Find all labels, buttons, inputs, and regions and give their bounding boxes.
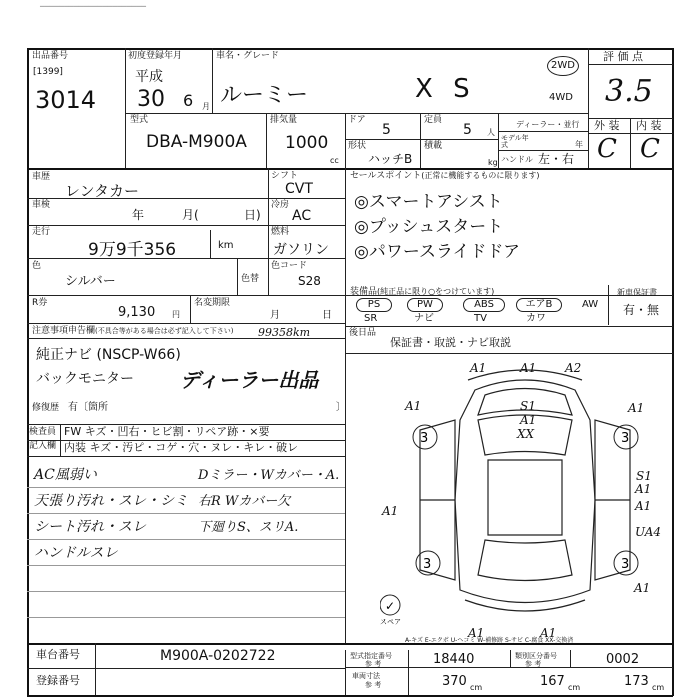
model-code-label: 型式 [130, 115, 149, 125]
wheel-fl-label: 3 [420, 431, 429, 446]
shift-label: シフト [271, 171, 299, 181]
inspection-day: 日) [244, 208, 261, 222]
equip-navi: ナビ [414, 313, 434, 324]
mark-right-a1a: A1 [635, 482, 652, 496]
hw-right-1: Dミラー・Wカバー・A. [198, 468, 340, 483]
mark-right-s1: S1 [636, 469, 652, 483]
doors-value: 5 [382, 122, 391, 138]
body-shape-label: 形状 [348, 141, 367, 151]
history-value: レンタカー [65, 182, 140, 200]
mark-front-center: A1 [520, 361, 537, 375]
dims-length-unit: cm [470, 683, 483, 692]
inspector-label-1: 検査員 [29, 427, 57, 437]
top-hint: ────────────────────── [40, 2, 146, 11]
wheel-rl-label: 3 [423, 557, 432, 572]
equip-abs: ABS [463, 298, 505, 312]
equip-airbag: エアB [516, 298, 562, 312]
mark-left-mirror: A1 [405, 399, 422, 413]
shift-value: CVT [285, 181, 313, 197]
wheel-fr-label: 3 [621, 431, 630, 446]
equipment-note: (純正品に限り○をつけています) [377, 287, 495, 296]
wheel-rr-label: 3 [621, 557, 630, 572]
color-value: シルバー [65, 274, 116, 289]
first-reg-month: 6 [183, 91, 194, 110]
inspector-row-1: FW キズ・凹右・ヒビ割・リペア跡・×要 [64, 425, 270, 438]
interior-grade: C [640, 134, 660, 164]
doors-label: ドア [348, 115, 366, 125]
ac-label: 冷房 [271, 200, 290, 210]
car-damage-diagram [380, 360, 670, 645]
dealer-label: ディーラー・並行 [516, 120, 580, 129]
first-reg-label: 初度登録年月 [128, 51, 183, 61]
equip-tv: TV [474, 313, 487, 324]
equip-leather: カワ [526, 313, 546, 324]
repair-label: 修復歴 [32, 403, 60, 413]
notes-label [32, 326, 233, 336]
equip-pw: PW [407, 298, 443, 312]
model-name: ルーミー [220, 83, 309, 108]
equip-sr: SR [364, 313, 378, 324]
lot-label: 出品番号 [32, 51, 69, 61]
mark-hood-a1: A1 [520, 413, 537, 427]
first-reg-month-unit: 月 [202, 102, 210, 111]
mark-right-a1b: A1 [635, 499, 652, 513]
mark-right-mirror: A1 [628, 401, 645, 415]
repair-value: 有〔箇所 [68, 402, 108, 413]
rear-bumper [465, 600, 585, 611]
accessories-value: 保証書・取説・ナビ取説 [390, 336, 511, 349]
mark-hood-s1: S1 [520, 399, 536, 413]
sales-points-note: (正常に機能するものに限ります) [421, 171, 540, 180]
spare-label: スペア [380, 618, 401, 626]
type-cert-sub: 参 考 [365, 660, 382, 668]
sales-point-1: ◎スマートアシスト [354, 192, 503, 212]
inspection-label: 車検 [32, 200, 51, 210]
exterior-label: 外 装 [594, 119, 620, 132]
mark-rear-center: A1 [540, 626, 557, 640]
new-car-warranty-label: 新車保証書 [617, 288, 657, 297]
notes-title: 注意事項申告欄 [32, 326, 96, 336]
capacity-unit: 人 [487, 128, 495, 137]
load-label: 積載 [424, 141, 443, 151]
class-cert-value: 0002 [606, 652, 640, 667]
hw-left-4: ハンドルスレ [34, 545, 118, 561]
sales-point-2: ◎プッシュスタート [354, 217, 504, 237]
type-cert-value: 18440 [433, 652, 475, 667]
lot-sub: [1399] [33, 67, 63, 77]
model-year-unit: 年 [575, 140, 583, 149]
inspector-label-2: 記入欄 [29, 441, 57, 451]
score-value: 3.5 [605, 74, 653, 109]
accessories-label: 後日品 [349, 328, 377, 338]
new-car-warranty-value: 有・無 [623, 303, 660, 317]
displacement-value: 1000 [285, 133, 329, 153]
dims-sub: 参 考 [365, 681, 382, 689]
mark-front-left: A1 [470, 361, 487, 375]
ac-value: AC [292, 208, 312, 224]
color-label: 色 [32, 261, 42, 271]
notes-line-1: 純正ナビ (NSCP-W66) [36, 347, 181, 363]
dims-label: 車両寸法 [352, 672, 380, 680]
mark-right-ua4: UA4 [635, 525, 662, 539]
name-change-day: 日 [322, 310, 332, 321]
name-change-label: 名変期限 [194, 298, 231, 308]
spare-check: ✓ [385, 599, 396, 613]
hw-right-2: 右R Wカバー欠 [198, 494, 291, 509]
type-cert-label: 型式指定番号 [350, 652, 392, 660]
dims-length: 370 [442, 674, 467, 689]
body-shape-value: ハッチB [368, 152, 413, 166]
dims-height-unit: cm [652, 683, 665, 692]
mark-rear-right: A1 [634, 581, 651, 595]
dims-width: 167 [540, 674, 565, 689]
first-reg-year: 30 [137, 87, 165, 112]
capacity-value: 5 [463, 122, 472, 138]
color-code-label: 色コード [271, 261, 308, 271]
registration-label: 登録番号 [36, 674, 80, 687]
color-change-label: 色替 [241, 274, 260, 284]
equipment-title: 装備品 [350, 287, 378, 297]
mileage-label: 走行 [32, 227, 51, 237]
mark-rear-left: A1 [468, 626, 485, 640]
first-reg-era: 平成 [135, 69, 163, 85]
name-change-month: 月 [270, 310, 280, 321]
dims-height: 173 [624, 674, 649, 689]
fuel-value: ガソリン [273, 242, 329, 258]
displacement-unit: cc [330, 156, 339, 165]
hw-left-2: 天張り汚れ・スレ・シミ [34, 493, 188, 509]
equip-ps: PS [356, 298, 392, 312]
inspection-month: 月( [182, 208, 199, 222]
lot-number: 3014 [35, 86, 97, 114]
model-name-label: 車名・グレード [216, 51, 280, 61]
dims-width-unit: cm [568, 683, 581, 692]
history-label: 車歴 [32, 172, 51, 182]
damage-legend: A-キズ E-エクボ U-ヘコミ W-補修跡 S-サビ C-腐食 XX-交換済 [405, 637, 574, 644]
sales-points-title: セールスポイント [350, 171, 422, 181]
recycle-unit: 円 [172, 310, 180, 319]
displacement-label: 排気量 [270, 115, 298, 125]
class-cert-sub: 参 考 [525, 660, 542, 668]
inspector-row-2: 内装 キズ・汚ピ・コゲ・穴・ヌレ・キレ・破レ [64, 441, 299, 454]
drive-2wd: 2WD [547, 56, 579, 76]
fuel-label: 燃料 [271, 227, 290, 237]
roof-outline [488, 460, 562, 535]
exterior-grade: C [597, 134, 617, 164]
repair-end: 〕 [336, 402, 346, 413]
handle-label: ハンドル [501, 155, 533, 164]
score-label: 評 価 点 [603, 50, 643, 63]
chassis-label: 車台番号 [36, 648, 80, 661]
rear-window-outline [478, 540, 572, 581]
drive-4wd: 4WD [549, 92, 573, 103]
notes-sublabel: (不具合等がある場合は必ず記入して下さい) [95, 327, 234, 335]
sales-point-3: ◎パワースライドドア [354, 242, 520, 262]
mark-front-right: A2 [565, 361, 582, 375]
capacity-label: 定員 [424, 115, 443, 125]
inspection-year: 年 [132, 208, 145, 222]
mark-hood-xx: XX [517, 427, 535, 441]
equipment-label [350, 287, 494, 297]
equip-aw: AW [582, 299, 599, 310]
odo-note: 99358km [258, 326, 311, 339]
handle-value: 左・右 [538, 152, 575, 166]
model-year-label: モデル年式 [501, 134, 529, 149]
hw-left-3: シート汚れ・スレ [34, 519, 146, 535]
mark-left-mid: A1 [382, 504, 399, 518]
recycle-label: R券 [32, 298, 48, 308]
dealer-stamp: ディーラー出品 [180, 368, 319, 392]
color-code: S28 [298, 274, 321, 288]
interior-label: 内 装 [636, 119, 662, 132]
load-unit: kg [488, 158, 498, 167]
model-code: DBA-M900A [146, 132, 247, 152]
hw-left-1: AC風弱い [34, 467, 97, 483]
mileage-value: 9万9千356 [88, 240, 177, 260]
model-grade: X S [415, 74, 476, 104]
recycle-value: 9,130 [118, 305, 156, 320]
hw-right-3: 下廻りS、スリA. [198, 520, 299, 535]
class-cert-label: 類別区分番号 [515, 652, 557, 660]
sales-points-label [350, 171, 539, 181]
mileage-unit: km [218, 240, 234, 251]
chassis-value: M900A-0202722 [160, 648, 276, 664]
notes-line-2: バックモニター [36, 371, 134, 387]
